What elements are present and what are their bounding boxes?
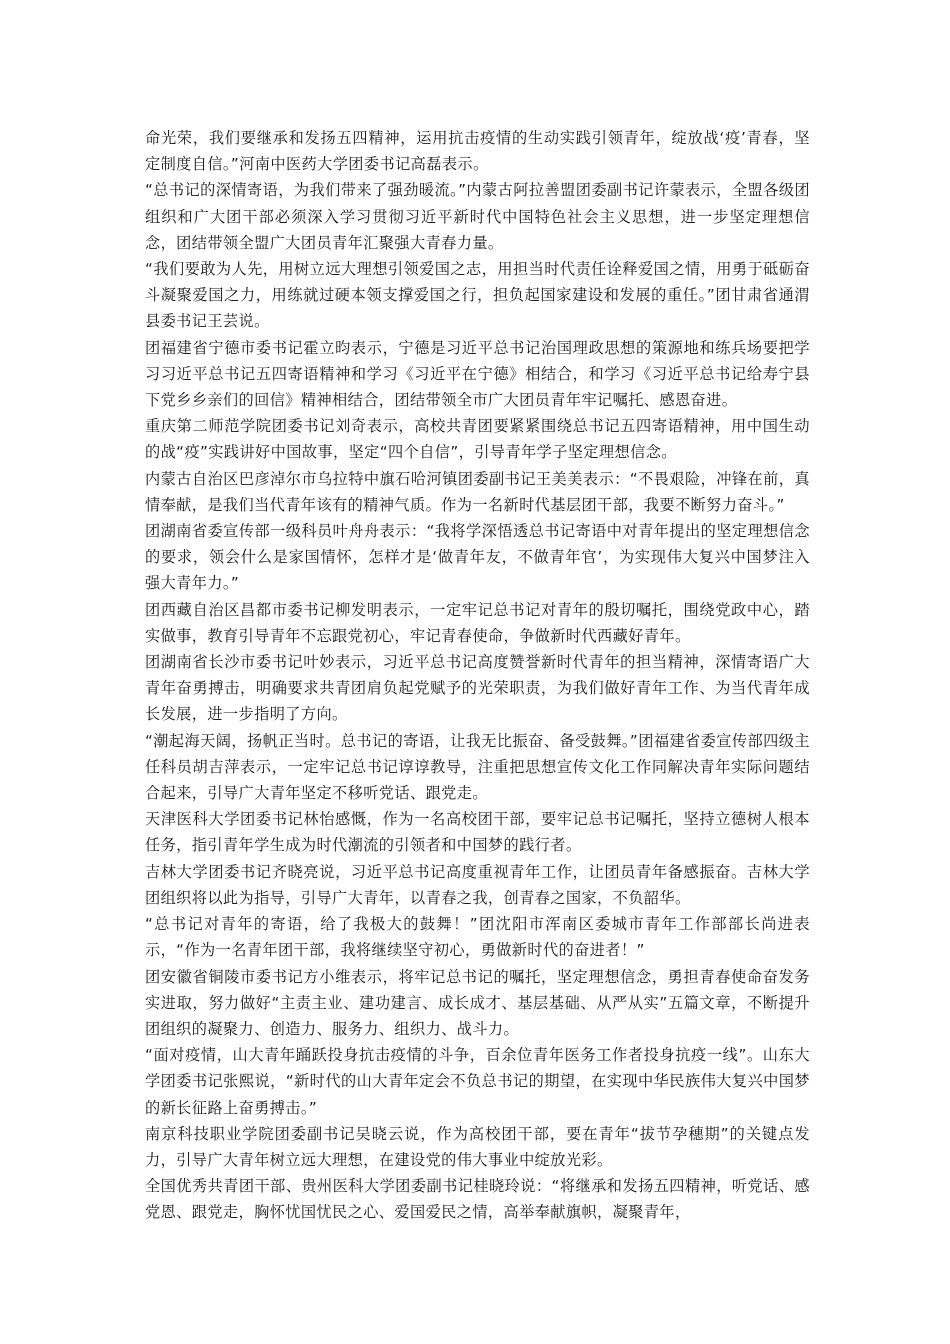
paragraph: “潮起海天阔，扬帆正当时。总书记的寄语，让我无比振奋、备受鼓舞。”团福建省委宣传部四级主任科员胡吉萍表示，一定牢记总书记谆谆教导，注重把思想宣传文化工作同解决青年实际问题结合起来，引导广大青年坚定不移听党话、跟党走。 <box>145 731 810 803</box>
paragraph: 吉林大学团委书记齐晓亮说，习近平总书记高度重视青年工作，让团员青年备感振奋。吉林大学团组织将以此为指导，引导广大青年，以青春之我，创青春之国家，不负韶华。 <box>145 862 810 907</box>
paragraph: 团西藏自治区昌都市委书记柳发明表示，一定牢记总书记对青年的殷切嘱托，围绕党政中心，踏实做事，教育引导青年不忘跟党初心，牢记青春使命，争做新时代西藏好青年。 <box>145 600 810 645</box>
document-body <box>145 125 810 1226</box>
paragraph: “面对疫情，山大青年踊跃投身抗击疫情的斗争，百余位青年医务工作者投身抗疫一线”。山东大学团委书记张熙说，“新时代的山大青年定会不负总书记的期望，在实现中华民族伟大复兴中国梦的新长征路上奋勇搏击。” <box>145 1046 810 1117</box>
paragraph: 全国优秀共青团干部、贵州医科大学团委副书记桂晓玲说：“将继承和发扬五四精神，听党话、感党恩、跟党走，胸怀忧国忧民之心、爱国爱民之情，高举奉献旗帜，凝聚青年， <box>145 1177 810 1222</box>
paragraph: 内蒙古自治区巴彦淖尔市乌拉特中旗石哈河镇团委副书记王美美表示：“不畏艰险，冲锋在前，真情奉献，是我们当代青年该有的精神气质。作为一名新时代基层团干部，我要不断努力奋斗。” <box>145 469 810 514</box>
paragraph: “我们要敢为人先，用树立远大理想引领爱国之志，用担当时代责任诠释爱国之情，用勇于砥砺奋斗凝聚爱国之力，用练就过硬本领支撑爱国之行，担负起国家建设和发展的重任。”团甘肃省通渭县委书记王芸说。 <box>145 260 810 331</box>
paragraph: “总书记对青年的寄语，给了我极大的鼓舞！”团沈阳市浑南区委城市青年工作部部长尚进表示，“作为一名青年团干部，我将继续坚守初心，勇做新时代的奋进者！” <box>145 915 810 960</box>
paragraph: 团湖南省长沙市委书记叶妙表示，习近平总书记高度赞誉新时代青年的担当精神，深情寄语广大青年奋勇搏击，明确要求共青团肩负起党赋予的光荣职责，为我们做好青年工作、为当代青年成长发展，进一步指明了方向。 <box>145 653 810 724</box>
paragraph: 团福建省宁德市委书记霍立昀表示，宁德是习近平总书记治国理政思想的策源地和练兵场要把学习习近平总书记五四寄语精神和学习《习近平在宁德》相结合，和学习《习近平总书记给寿宁县下党乡乡亲们的回信》精神相结合，团结带领全市广大团员青年牢记嘱托、感恩奋进。 <box>145 338 810 410</box>
paragraph: 命光荣，我们要继承和发扬五四精神，运用抗击疫情的生动实践引领青年，绽放战‘疫’青春，坚定制度自信。”河南中医药大学团委书记高磊表示。 <box>145 129 810 174</box>
paragraph: 团湖南省委宣传部一级科员叶舟舟表示：“我将学深悟透总书记寄语中对青年提出的坚定理想信念的要求，领会什么是家国情怀，怎样才是‘做青年友，不做青年官’，为实现伟大复兴中国梦注入强大青年力。” <box>145 522 810 593</box>
paragraph: 南京科技职业学院团委副书记吴晓云说，作为高校团干部，要在青年“拔节孕穗期”的关键点发力，引导广大青年树立远大理想，在建设党的伟大事业中绽放光彩。 <box>145 1124 810 1169</box>
paragraph: “总书记的深情寄语，为我们带来了强劲暖流。”内蒙古阿拉善盟团委副书记许蒙表示，全盟各级团组织和广大团干部必须深入学习贯彻习近平新时代中国特色社会主义思想，进一步坚定理想信念，团结带领全盟广大团员青年汇聚强大青春力量。 <box>145 181 810 252</box>
paragraph: 天津医科大学团委书记林怡感慨，作为一名高校团干部，要牢记总书记嘱托，坚持立德树人根本任务，指引青年学生成为时代潮流的引领者和中国梦的践行者。 <box>145 810 810 855</box>
paragraph: 重庆第二师范学院团委书记刘奇表示，高校共青团要紧紧围绕总书记五四寄语精神，用中国生动的战“疫”实践讲好中国故事，坚定“四个自信”，引导青年学子坚定理想信念。 <box>145 417 810 462</box>
paragraph: 团安徽省铜陵市委书记方小维表示，将牢记总书记的嘱托，坚定理想信念，勇担青春使命奋发务实进取，努力做好“主责主业、建功建言、成长成才、基层基础、从严从实”五篇文章，不断提升团组织的凝聚力、创造力、服务力、组织力、战斗力。 <box>145 967 810 1038</box>
